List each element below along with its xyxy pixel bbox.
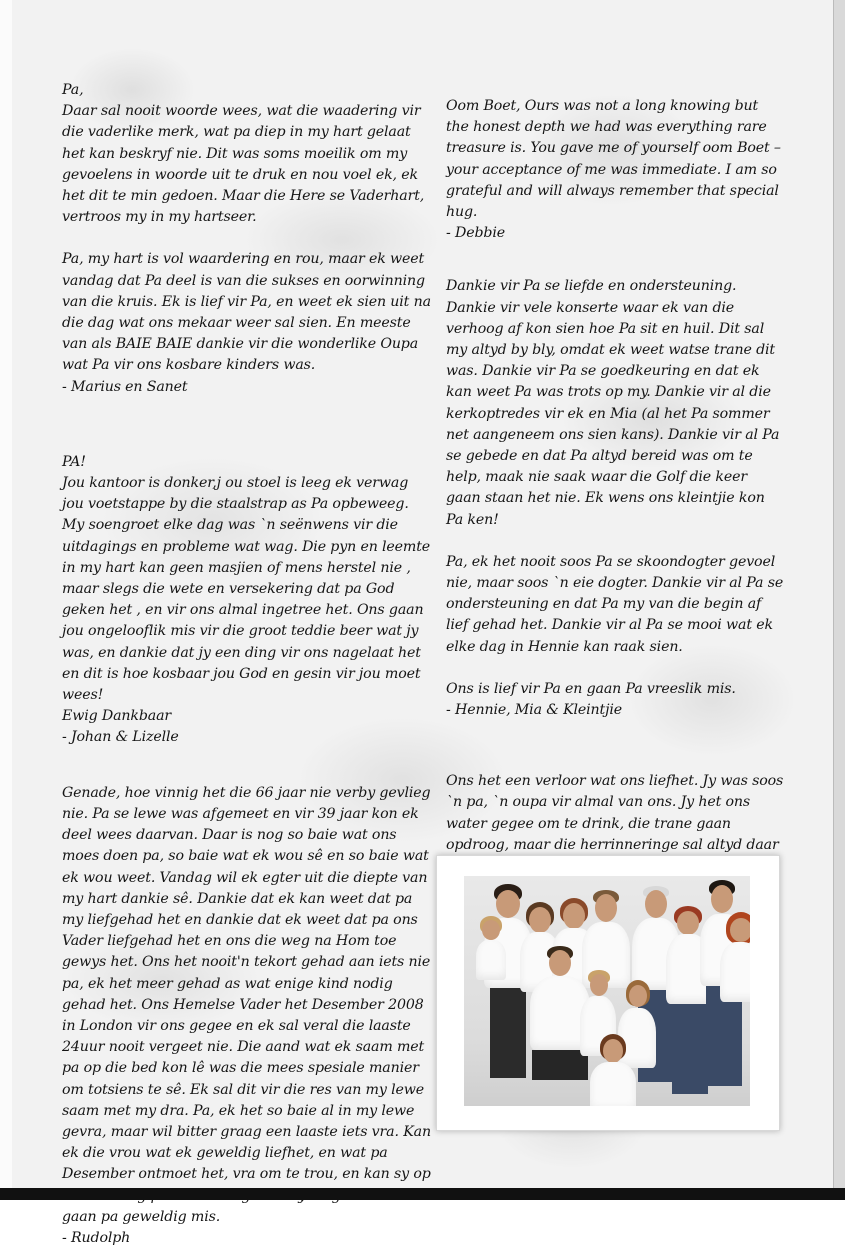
paragraph-spacer <box>62 228 432 249</box>
message-paragraph: Ons is lief vir Pa en gaan Pa vreeslik mis. <box>446 680 736 697</box>
paragraph-spacer <box>446 658 784 679</box>
message-paragraph: Ons het een verloor wat ons liefhet. Jy was soos `n pa, `n oupa vir almal van ons. Jy het ons water gegee om te drink, die trane gaan opdroog, maar die herrinneringe sal altyd daar <box>446 773 784 853</box>
family-photo-icon <box>464 876 750 1106</box>
family-photo-frame <box>436 855 780 1131</box>
signature: - Debbie <box>446 225 505 242</box>
signature: - Rudolph <box>62 1229 131 1246</box>
message-johan-lizelle <box>62 452 432 749</box>
signature: - Johan & Lizelle <box>62 729 179 746</box>
left-column <box>62 80 432 1249</box>
signature: - Marius en Sanet <box>62 378 188 395</box>
message-paragraph: Oom Boet, Ours was not a long knowing but the honest depth we had was everything rare treasure is. You gave me of yourself oom Boet – your acceptance of me was immediate. I am so grateful and will always remember that special hug. <box>446 98 781 221</box>
salutation: Pa, <box>62 82 84 98</box>
message-paragraph: Daar sal nooit woorde wees, wat die waadering vir die vaderlike merk, wat pa diep in my hart gelaat het kan beskryf nie. Dit was soms moeilik om my gevoelens in woorde uit te druk en nou voel ek, ek het dit te min gedoen. Maar die Here se Vaderhart, vertroos my in my hartseer. <box>62 103 425 226</box>
message-paragraph: Jou kantoor is donker,j ou stoel is leeg ek verwag jou voetstappe by die staalstrap as Pa opbeweeg. My soengroet elke dag was `n seënwens vir die uitdagings en probleme wat wag. Die pyn en leemte in my hart kan geen masjien of mens herstel nie , maar slegs die wete en versekering dat pa God geken het , en vir ons almal ingetree het. Ons gaan jou ongelooflik mis vir die groot teddie beer wat jy was, en dankie dat jy een ding vir ons nagelaat het en dit is hoe kosbaar jou God en gesin vir jou moet wees! <box>62 475 431 704</box>
closing: Ewig Dankbaar <box>62 708 172 725</box>
message-rudolph <box>62 783 432 1249</box>
message-paragraph: Genade, hoe vinnig het die 66 jaar nie verby gevlieg nie. Pa se lewe was afgemeet en vir 39 jaar kon ek deel wees daarvan. Daar is nog so baie wat ons moes doen pa, so baie wat ek wou sê en so baie wat ek wou weet. Vandag wil ek egter uit die diepte van my hart dankie sê. Dankie dat ek kan weet dat pa my liefgehad het en dankie dat ek weet dat pa ons Vader liefgehad het en ons die weg na Hom toe gewys het. Ons het nooit'n tekort gehad aan iets nie pa, ek het meer gehad as wat enige kind nodig gehad het. Ons Hemelse Vader het Desember 2008 in London vir ons gegee en ek sal veral die laaste 24uur nooit vergeet nie. Die aand wat ek saam met pa op die bed kon lê was die mees spesiale manier om totsiens te sê. Ek sal dit vir die res van my lewe saam met my dra. Pa, ek het so baie al in my lewe gevra, maar wil bitter graag een laaste iets vra. Kan ek die vrou wat ek geweldig liefhet, en wat pa Desember ontmoet het, vra om te trou, en kan sy op gaan pa geweldig mis. <box>62 784 431 1225</box>
right-column <box>446 96 784 983</box>
message-paragraph: Dankie vir Pa se liefde en ondersteuning. Dankie vir vele konserte waar ek van die verhoog af kon sien hoe Pa sit en huil. Dit sal my altyd by bly, omdat ek weet watse trane dit was. Dankie vir Pa se goedkeuring en dat ek kan weet Pa was trots op my. Dankie vir al die kerkoptredes vir ek en Mia (al het Pa sommer net aangeneem ons sien kans). Dankie vir al Pa se gebede en dat Pa altyd bereid was om te help, maak nie saak waar die Golf die keer gaan staan het nie. Ek wens ons kleintjie kon Pa ken! <box>446 278 780 528</box>
page-right-edge <box>833 0 845 1188</box>
message-marius-sanet <box>62 80 432 398</box>
message-paragraph: Pa, ek het nooit soos Pa se skoondogter gevoel nie, maar soos `n eie dogter. Dankie vir al Pa se ondersteuning en dat Pa my van die begin af lief gehad het. Dankie vir al Pa se mooi wat ek elke dag in Hennie kan raak sien. <box>446 553 784 655</box>
salutation: PA! <box>62 453 86 470</box>
signature: - Hennie, Mia & Kleintjie <box>446 702 622 719</box>
scan-border-bottom <box>0 1188 845 1200</box>
paragraph-spacer <box>446 531 784 552</box>
message-debbie <box>446 96 784 244</box>
message-paragraph: Pa, my hart is vol waardering en rou, maar ek weet vandag dat Pa deel is van die sukses en oorwinning van die kruis. Ek is lief vir Pa, en weet ek sien uit na die dag wat ons mekaar weer sal sien. En meeste van als BAIE BAIE dankie vir die wonderlike Oupa wat Pa vir ons kosbare kinders was. <box>62 251 431 374</box>
message-hennie-mia <box>446 276 784 721</box>
